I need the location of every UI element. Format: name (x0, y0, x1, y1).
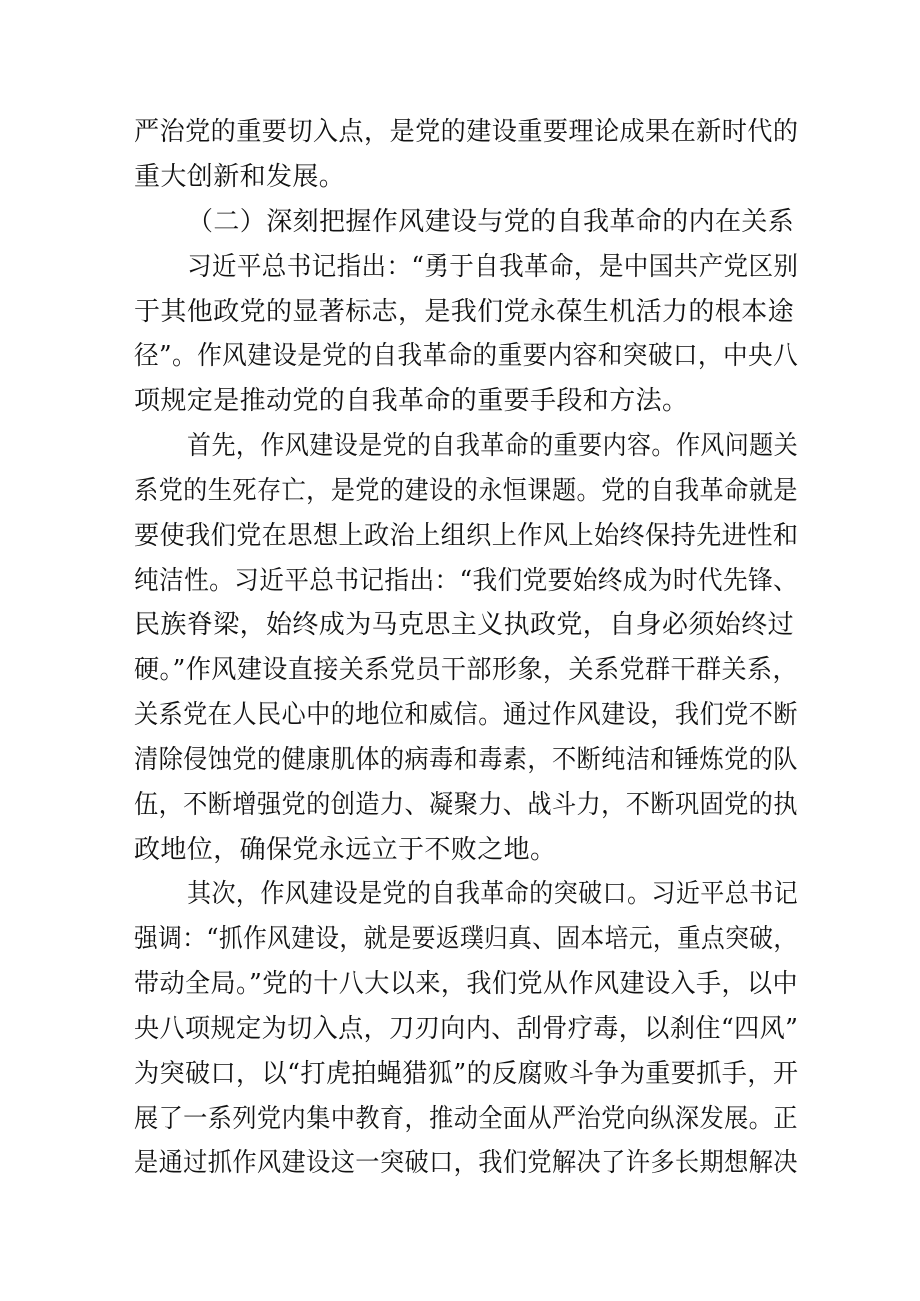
text-line: 央八项规定为切入点，刀刃向内、刮骨疗毒，以刹住“四风” (134, 1014, 799, 1044)
text-line: 纯洁性。习近平总书记指出：“我们党要始终成为时代先锋、 (134, 566, 799, 596)
text-line: 政地位，确保党永远立于不败之地。 (134, 835, 557, 865)
text-line: 习近平总书记指出：“勇于自我革命，是中国共产党区别 (187, 252, 799, 282)
text-line: 严治党的重要切入点，是党的建设重要理论成果在新时代的 (134, 117, 799, 147)
text-line: 是通过抓作风建设这一突破口，我们党解决了许多长期想解决 (134, 1148, 798, 1178)
section-heading: （二）深刻把握作风建设与党的自我革命的内在关系 (187, 207, 795, 237)
text-line: 硬。”作风建设直接关系党员干部形象，关系党群干群关系， (134, 655, 799, 685)
text-line: 径”。作风建设是党的自我革命的重要内容和突破口，中央八 (134, 341, 799, 371)
text-line: 带动全局。”党的十八大以来，我们党从作风建设入手，以中 (134, 969, 799, 999)
text-line: 项规定是推动党的自我革命的重要手段和方法。 (134, 386, 689, 416)
text-line: 展了一系列党内集中教育，推动全面从严治党向纵深发展。正 (134, 1104, 798, 1134)
text-line: 系党的生死存亡，是党的建设的永恒课题。党的自我革命就是 (134, 476, 798, 506)
text-line: 首先，作风建设是党的自我革命的重要内容。作风问题关 (187, 431, 799, 461)
text-line: 清除侵蚀党的健康肌体的病毒和毒素，不断纯洁和锤炼党的队 (134, 745, 798, 775)
text-line: 伍，不断增强党的创造力、凝聚力、战斗力，不断巩固党的执 (134, 790, 798, 820)
text-line: 关系党在人民心中的地位和威信。通过作风建设，我们党不断 (134, 700, 798, 730)
text-line: 民族脊梁，始终成为马克思主义执政党，自身必须始终过 (134, 610, 795, 640)
text-line: 重大创新和发展。 (134, 162, 346, 192)
text-line: 其次，作风建设是党的自我革命的突破口。习近平总书记 (187, 879, 799, 909)
text-line: 为突破口，以“打虎拍蝇猎狐”的反腐败斗争为重要抓手，开 (134, 1059, 799, 1089)
text-line: 要使我们党在思想上政治上组织上作风上始终保持先进性和 (134, 521, 799, 551)
text-line: 于其他政党的显著标志，是我们党永葆生机活力的根本途 (134, 297, 795, 327)
text-line: 强调：“抓作风建设，就是要返璞归真、固本培元，重点突破， (134, 924, 798, 954)
